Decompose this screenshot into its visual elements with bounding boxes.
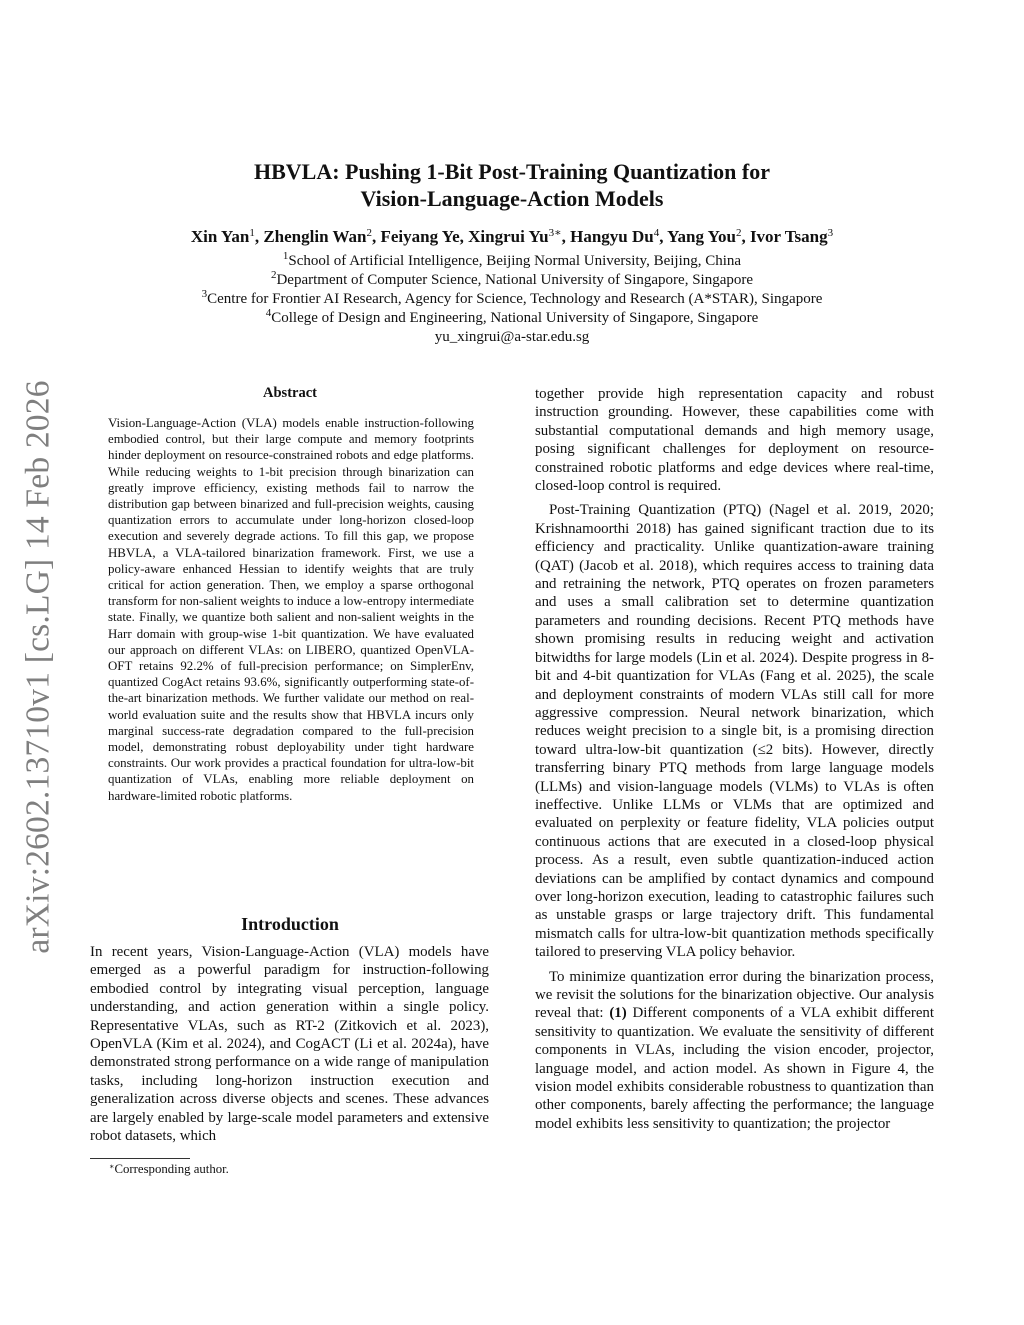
introduction-heading: Introduction xyxy=(241,914,339,934)
affiliation: $^3$Centre for Frontier AI Research, Agency for Science, Technology and Research (A*STAR), Singapore xyxy=(201,288,823,307)
author-list xyxy=(80,226,944,248)
author: Feiyang Ye, Xingrui $Yu^{3∗}$, xyxy=(380,227,571,246)
paper-header xyxy=(80,158,944,347)
affiliation: $^4$College of Design and Engineering, National University of Singapore, Singapore xyxy=(265,307,759,326)
footnote-divider xyxy=(90,1158,190,1159)
intro-paragraph-1: In recent years, Vision-Language-Action (VLA) models have emerged as a powerful paradigm for instruction-following embodied control by integrating visual perception, language understanding, and action generation within a single policy. Representative VLAs, such as RT-2 (Zitkovich et al. 2023), OpenVLA (Kim et al. 2024), and CogACT (Li et al. 2024a), have demonstrated strong performance on a wide range of manipulation tasks, including long-horizon instruction execution and generalization across diverse objects and scenes. These advances are largely enabled by large-scale model parameters and extensive robot datasets, which xyxy=(90,944,489,1145)
affiliation: $^2$Department of Computer Science, National University of Singapore, Singapore xyxy=(270,269,754,288)
paper-title xyxy=(80,158,944,212)
intro-paragraph-ptq: Post-Training Quantization (PTQ) (Nagel et al. 2019, 2020; Krishnamoorthi 2018) has gained significant traction due to its efficiency and practicality. Unlike quantization-aware training (QAT) (Jacob et al. 2018), which requires access to training data and retraining the network, PTQ operates on frozen parameters and uses a small calibration set to determine quantization parameters and rounding decisions. Recent PTQ methods have shown promising results in reducing weight and activation bitwidths for large models (Lin et al. 2024). Despite progress in 8-bit and 4-bit quantization for VLAs (Fang et al. 2025), the scale and deployment constraints of modern VLAs still call for more aggressive compression. Neural network binarization, which reduces weight precision to a single bit, is a promising direction toward ultra-low-bit quantization (≤2 bits). However, directly transferring binary PTQ methods from large language models (LLMs) and vision-language models (VLMs) to VLAs is often ineffective. Unlike LLMs or VLMs that are optimized and evaluated on perplexity or feature fidelity, VLA policies output continuous actions that are executed in a closed-loop physical process. As a result, even subtle quantization-induced action deviations can be amplified by contact dynamics and compound over long-horizon execution, leading to catastrophic failures such as unstable grasps or large trajectory drift. This fundamental mismatch calls for ultra-low-bit quantization methods specifically tailored to preserving VLA policy behavior. xyxy=(535,502,934,961)
right-column xyxy=(535,385,934,1139)
bold-marker: (1) xyxy=(609,1005,627,1022)
intro-paragraph-continued: together provide high representation capacity and robust instruction grounding. However, these capabilities come with substantial computational demands and high memory usage, posing significant challenges for deployment on resource-constrained robotic platforms and edge devices where real-time, closed-loop control is required. xyxy=(535,386,934,495)
abstract-heading: Abstract xyxy=(263,385,317,401)
intro-paragraph-analysis: To minimize quantization error during the binarization process, we revisit the solutions for the binarization objective. Our analysis reveal that: (1) Different components of a VLA exhibit different sensitivity to quantization. We evaluate the sensitivity of different components in VLAs, including the vision encoder, projector, language model, and action model. As shown in Figure 4, the vision model exhibits considerable robustness to quantization than other components, barely affecting the performance; the language model exhibits less sensitivity to quantization; the projector xyxy=(535,968,935,1132)
abstract-text: Vision-Language-Action (VLA) models enable instruction-following embodied control, but their large compute and memory footprints hinder deployment on resource-constrained robots and edge platforms. While reducing weights to 1-bit precision through binarization can greatly improve efficiency, existing methods fail to narrow the distribution gap between binarized and full-precision weights, causing quantization errors to accumulate under long-horizon closed-loop execution and severely degrade actions. To fill this gap, we propose HBVLA, a VLA-tailored binarization framework. First, we use a policy-aware enhanced Hessian to identify weights that are truly critical for action generation. Then, we employ a sparse orthogonal transform for non-salient weights to induce a low-entropy intermediate state. Finally, we quantize both salient and non-salient weights in the Harr domain with group-wise 1-bit quantization. We have evaluated our approach on different VLAs: on LIBERO, quantized OpenVLA-OFT retains 92.2% of full-precision performance; on SimplerEnv, quantized CogAct retains 93.6%, significantly outperforming state-of-the-art binarization methods. We further validate our method on real-world evaluation suite and the results show that HBVLA incurs only marginal success-rate degradation compared to the full-precision model, demonstrating robust deployability under tight hardware constraints. Our work provides a practical foundation for ultra-low-bit quantization of VLAs, enabling more reliable deployment on hardware-limited robotic platforms. xyxy=(108,416,474,803)
author: Zhenglin Wan$^2$, xyxy=(263,227,381,246)
title-line-2: Vision-Language-Action Models xyxy=(360,186,664,211)
arxiv-identifier: arXiv:2602.13710v1 [cs.LG] 14 Feb 2026 xyxy=(20,380,57,954)
author: Xin Yan$^1$, xyxy=(190,227,264,246)
affiliation-list xyxy=(80,252,944,328)
author: Yang You$^2$, xyxy=(667,227,750,246)
affiliation: $^1$School of Artificial Intelligence, Beijing Normal University, Beijing, China xyxy=(282,250,742,269)
author: Ivor Tsang$^3$ xyxy=(749,227,834,246)
author: Hangyu Du$^4$, xyxy=(570,227,668,246)
contact-email[interactable]: yu_xingrui@a-star.edu.sg xyxy=(434,329,590,345)
title-line-1: HBVLA: Pushing 1-Bit Post-Training Quantization for xyxy=(253,159,771,184)
arxiv-stamp xyxy=(18,372,60,962)
footnote-mark: ∗ xyxy=(109,1162,115,1171)
footnote: ∗Corresponding author. xyxy=(109,1162,229,1176)
